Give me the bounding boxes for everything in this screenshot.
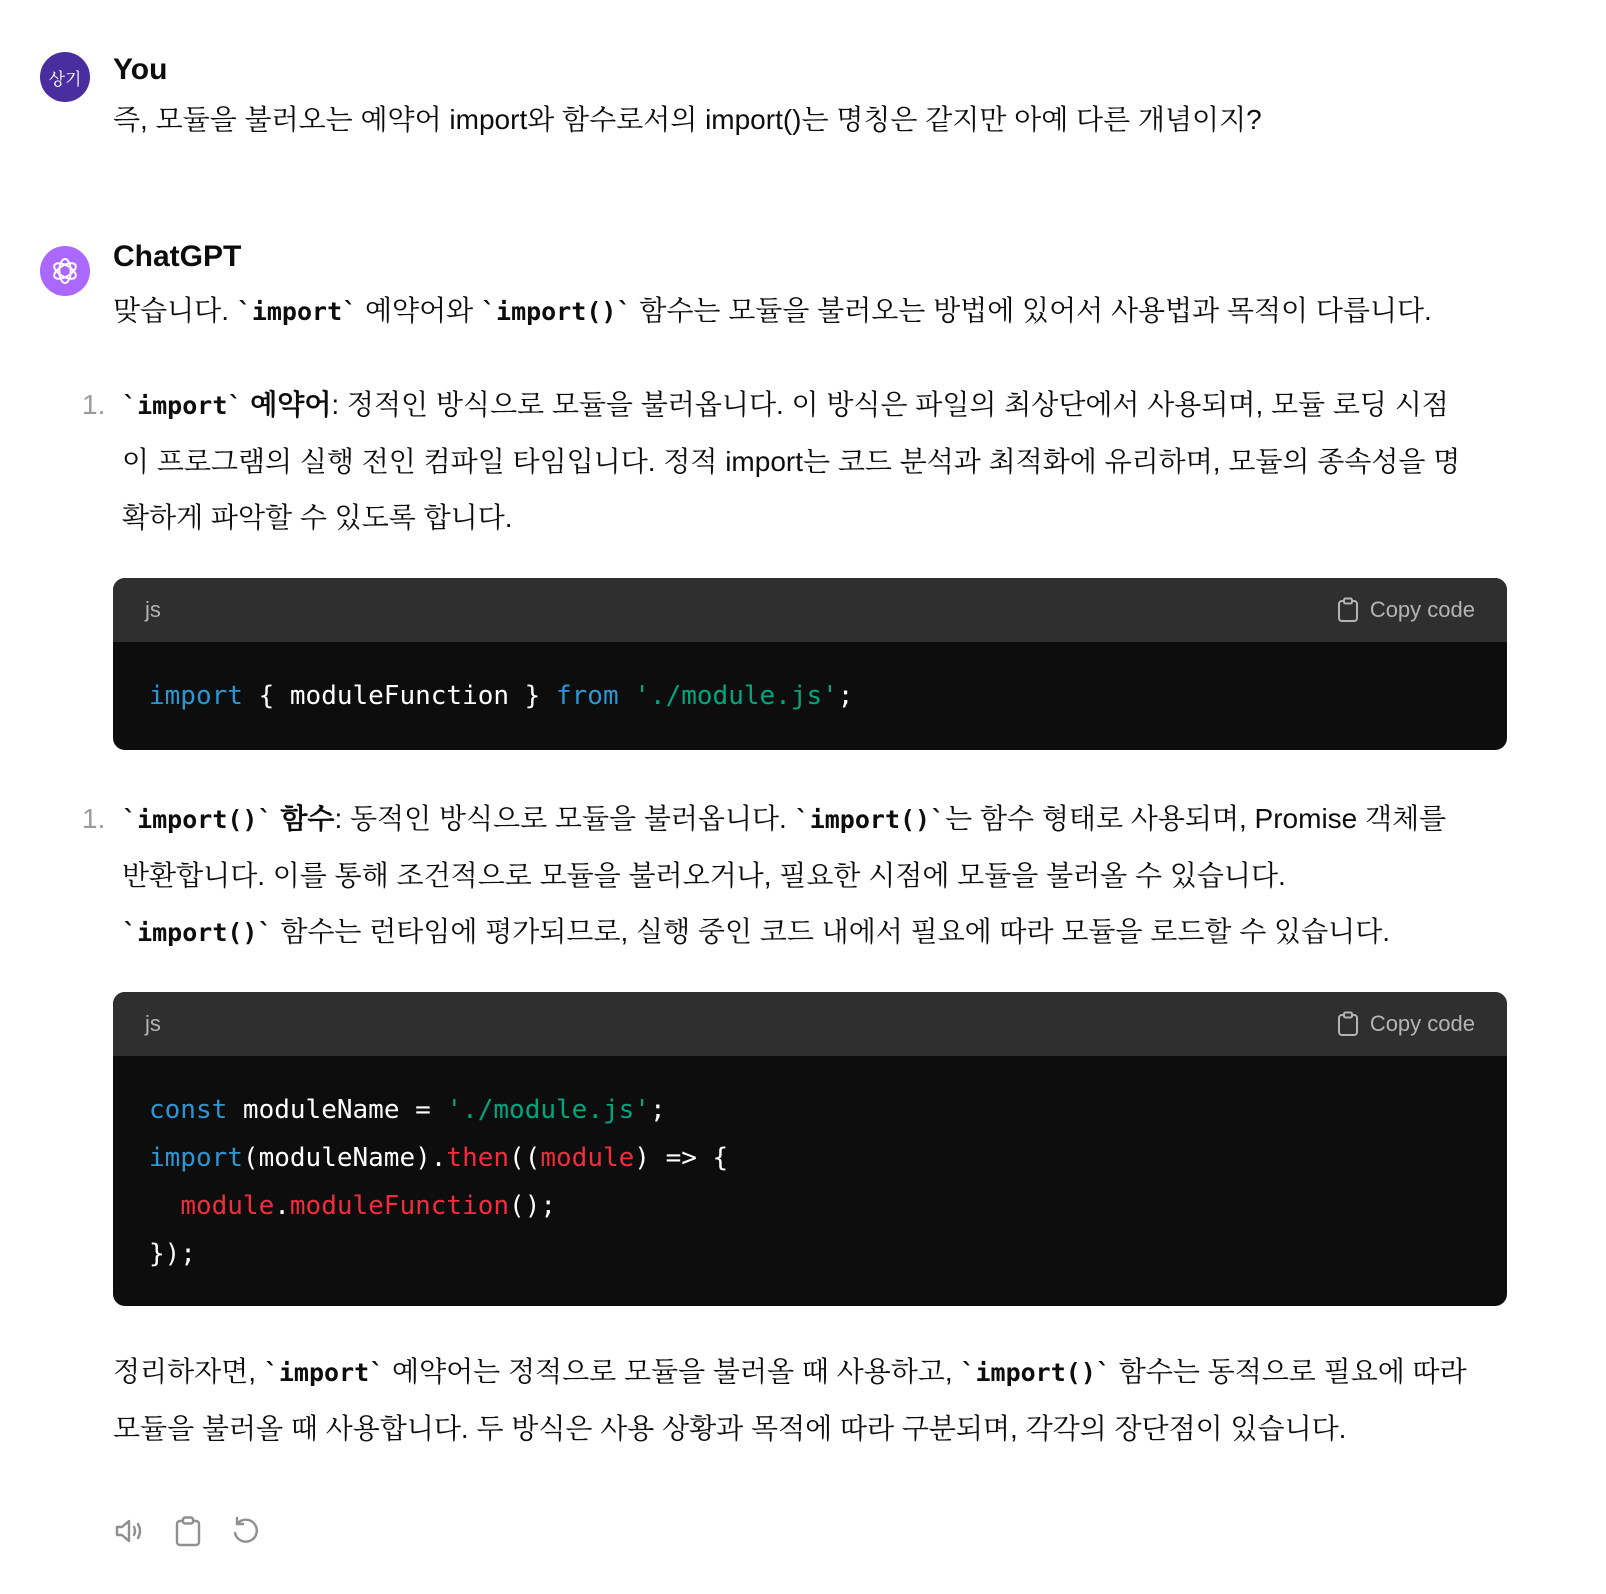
list-number: 1. bbox=[82, 803, 106, 834]
list-item: ` import() ` 함수: 동적인 방식으로 모듈을 불러옵니다. ` import() ` 는 함수 형태로 사용되며, Promise 객체를 반환합니다. 이를 통해 조건적으로 모듈을 불러오거나, 필요한 시점에 모듈을 불러올 수 있습니다. ` import() ` 함수는 런타임에 평가되므로, 실행 중인 코드 내에서 필요에 따라 모듈을 로드할 수 있습니다. bbox=[122, 791, 1467, 961]
clipboard-icon[interactable] bbox=[171, 1514, 205, 1548]
user-name: You bbox=[113, 53, 168, 86]
user-avatar bbox=[40, 52, 90, 102]
code-content: import { moduleFunction } from './module.js'; bbox=[149, 681, 854, 711]
clipboard-icon bbox=[1336, 597, 1360, 623]
clipboard-icon bbox=[1336, 1011, 1360, 1037]
code-language: js bbox=[145, 597, 161, 622]
code-content: const moduleName = './module.js'; import(moduleName).then((module) => { module.moduleFunction(); }); bbox=[149, 1095, 729, 1269]
speaker-icon[interactable] bbox=[113, 1514, 147, 1548]
assistant-intro: 맞습니다. ` import ` 예약어와 ` import() ` 함수는 모듈을 불러오는 방법에 있어서 사용법과 목적이 다릅니다. bbox=[113, 283, 1432, 340]
assistant-name: ChatGPT bbox=[113, 240, 242, 273]
user-message: 즉, 모듈을 불러오는 예약어 import와 함수로서의 import()는 명칭은 같지만 아예 다른 개념이지? bbox=[113, 104, 1262, 135]
message-actions bbox=[113, 1514, 263, 1548]
list-number: 1. bbox=[82, 389, 106, 420]
assistant-summary: 정리하자면, ` import ` 예약어는 정적으로 모듈을 불러올 때 사용하고, ` import() ` 함수는 동적으로 필요에 따라 모듈을 불러올 때 사용합니다. 두 방식은 사용 상황과 목적에 따라 구분되며, 각각의 장단점이 있습니다. bbox=[113, 1344, 1467, 1457]
copy-code-label: Copy code bbox=[1369, 597, 1475, 622]
code-block bbox=[113, 578, 1507, 750]
list-item: ` import ` 예약어: 정적인 방식으로 모듈을 불러옵니다. 이 방식은 파일의 최상단에서 사용되며, 모듈 로딩 시점이 프로그램의 실행 전인 컴파일 타임입니다. 정적 import는 코드 분석과 최적화에 유리하며, 모듈의 종속성을 명확하게 파악할 수 있도록 합니다. bbox=[122, 377, 1467, 546]
copy-code-label: Copy code bbox=[1369, 1011, 1475, 1036]
openai-logo-icon bbox=[48, 254, 82, 288]
code-block-header bbox=[113, 578, 1507, 642]
user-avatar-text: 상기 bbox=[48, 69, 82, 89]
code-block bbox=[113, 992, 1507, 1306]
copy-code-button[interactable] bbox=[1336, 597, 1475, 623]
copy-code-button[interactable] bbox=[1336, 1011, 1475, 1037]
chatgpt-avatar bbox=[40, 246, 90, 296]
regenerate-icon[interactable] bbox=[229, 1514, 263, 1548]
code-language: js bbox=[145, 1011, 161, 1036]
code-block-header bbox=[113, 992, 1507, 1056]
